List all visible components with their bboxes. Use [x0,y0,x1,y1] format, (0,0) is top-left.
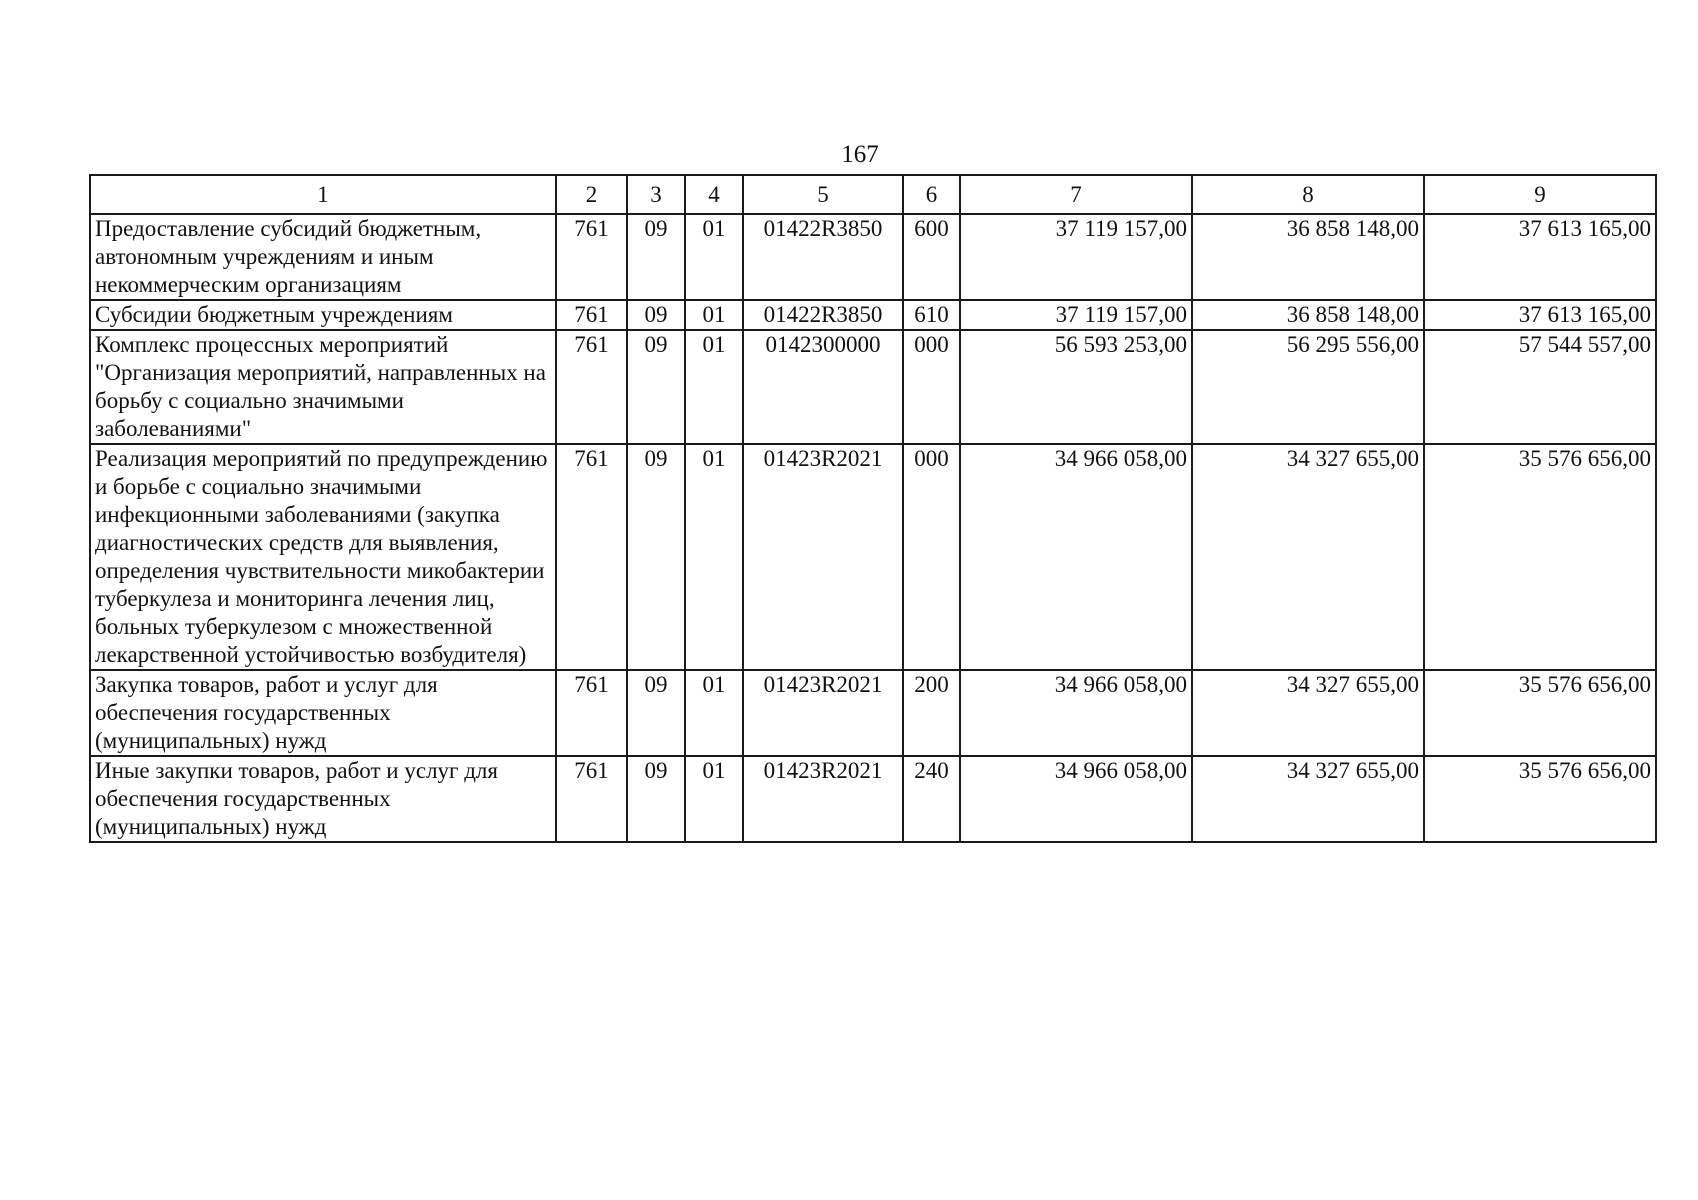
column-header-7: 7 [960,175,1192,214]
row-grbs-code: 761 [556,670,627,756]
row-section-code: 09 [627,756,685,842]
row-section-code: 09 [627,670,685,756]
row-name: Закупка товаров, работ и услуг для обеспечения государственных (муниципальных) нужд [90,670,556,756]
table-body [90,214,1656,842]
column-header-3: 3 [627,175,685,214]
row-name: Комплекс процессных мероприятий "Организация мероприятий, направленных на борьбу с социально значимыми заболеваниями" [90,330,556,444]
row-amount-col9: 57 544 557,00 [1424,330,1656,444]
table-header [90,175,1656,214]
row-amount-col8: 36 858 148,00 [1192,300,1424,330]
row-target-article-code: 01422R3850 [743,214,903,300]
row-grbs-code: 761 [556,214,627,300]
row-subsection-code: 01 [685,330,743,444]
column-header-9: 9 [1424,175,1656,214]
row-subsection-code: 01 [685,756,743,842]
row-grbs-code: 761 [556,300,627,330]
row-amount-col8: 36 858 148,00 [1192,214,1424,300]
column-header-5: 5 [743,175,903,214]
row-grbs-code: 761 [556,756,627,842]
row-name: Иные закупки товаров, работ и услуг для обеспечения государственных (муниципальных) нужд [90,756,556,842]
row-amount-col9: 37 613 165,00 [1424,300,1656,330]
row-subsection-code: 01 [685,670,743,756]
row-grbs-code: 761 [556,444,627,670]
row-target-article-code: 01423R2021 [743,670,903,756]
row-target-article-code: 01423R2021 [743,444,903,670]
row-name: Реализация мероприятий по предупреждению и борьбе с социально значимыми инфекционными заболеваниями (закупка диагностических средств для выявления, определения чувствительности микобактерии туберкулеза и мониторинга лечения лиц, больных туберкулезом с множественной лекарственной устойчивостью возбудителя) [90,444,556,670]
table-row [90,756,1656,842]
row-section-code: 09 [627,300,685,330]
column-header-8: 8 [1192,175,1424,214]
row-section-code: 09 [627,330,685,444]
column-header-6: 6 [903,175,960,214]
row-amount-col9: 35 576 656,00 [1424,756,1656,842]
row-amount-col7: 37 119 157,00 [960,214,1192,300]
row-amount-col8: 56 295 556,00 [1192,330,1424,444]
table-row [90,300,1656,330]
header-row [90,175,1656,214]
row-section-code: 09 [627,214,685,300]
row-amount-col8: 34 327 655,00 [1192,670,1424,756]
row-amount-col7: 37 119 157,00 [960,300,1192,330]
row-name: Субсидии бюджетным учреждениям [90,300,556,330]
column-header-2: 2 [556,175,627,214]
row-target-article-code: 01423R2021 [743,756,903,842]
row-amount-col8: 34 327 655,00 [1192,756,1424,842]
column-header-1: 1 [90,175,556,214]
row-amount-col9: 37 613 165,00 [1424,214,1656,300]
row-name: Предоставление субсидий бюджетным, автономным учреждениям и иным некоммерческим организациям [90,214,556,300]
row-section-code: 09 [627,444,685,670]
row-expense-type-code: 240 [903,756,960,842]
row-amount-col7: 34 966 058,00 [960,444,1192,670]
table-row [90,444,1656,670]
table-row [90,670,1656,756]
row-expense-type-code: 610 [903,300,960,330]
row-grbs-code: 761 [556,330,627,444]
page-number: 167 [841,141,879,168]
row-amount-col8: 34 327 655,00 [1192,444,1424,670]
row-subsection-code: 01 [685,444,743,670]
table-row [90,214,1656,300]
row-expense-type-code: 000 [903,330,960,444]
row-amount-col7: 34 966 058,00 [960,670,1192,756]
row-expense-type-code: 600 [903,214,960,300]
column-header-4: 4 [685,175,743,214]
row-amount-col9: 35 576 656,00 [1424,670,1656,756]
row-expense-type-code: 000 [903,444,960,670]
row-target-article-code: 0142300000 [743,330,903,444]
row-amount-col9: 35 576 656,00 [1424,444,1656,670]
row-target-article-code: 01422R3850 [743,300,903,330]
row-subsection-code: 01 [685,214,743,300]
row-amount-col7: 34 966 058,00 [960,756,1192,842]
budget-table [89,174,1657,843]
row-subsection-code: 01 [685,300,743,330]
row-expense-type-code: 200 [903,670,960,756]
row-amount-col7: 56 593 253,00 [960,330,1192,444]
table-row [90,330,1656,444]
